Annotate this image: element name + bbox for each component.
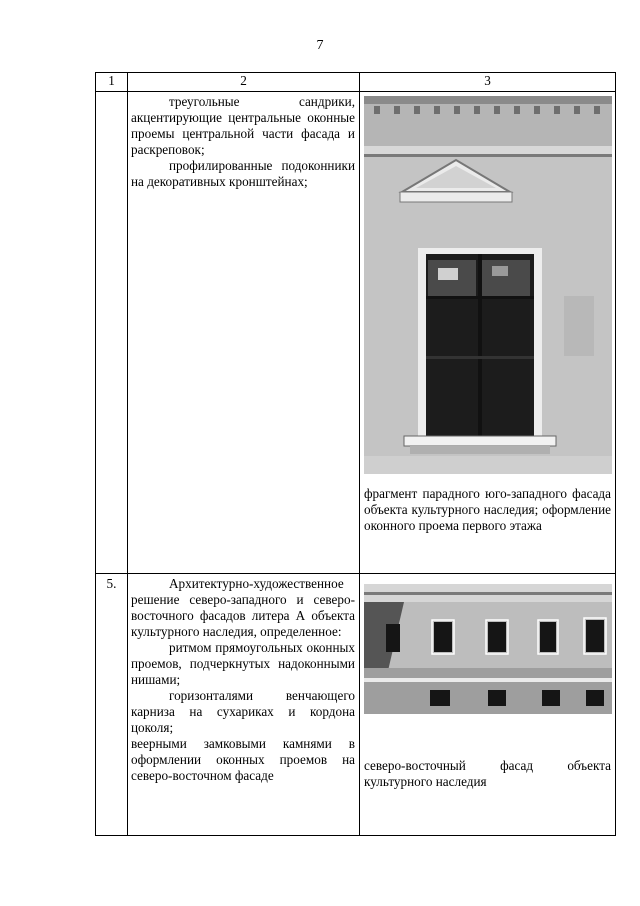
- photo-caption: северо-восточный фасад объекта культурного наследия: [364, 758, 611, 789]
- window-with-pediment-photo: [364, 96, 612, 474]
- column-header: 3: [360, 73, 616, 92]
- description-paragraph: треугольные сандрики, акцентирующие центральные оконные проемы центральной части фасада и раскреповок;: [131, 94, 355, 157]
- page-number: 7: [316, 38, 324, 53]
- description-paragraph: веерными замковыми камнями в оформлении оконных проемов на северо-восточном фасаде: [131, 736, 355, 783]
- photo-cell: [360, 574, 616, 836]
- photo-cell: [360, 92, 616, 574]
- content-table: [95, 72, 616, 836]
- description-paragraph: горизонталями венчающего карниза на сухариках и кордона цоколя;: [131, 688, 355, 735]
- column-header: 1: [96, 73, 128, 92]
- column-header: 2: [128, 73, 360, 92]
- table-row: [96, 92, 616, 574]
- photo-caption: фрагмент парадного юго-западного фасада объекта культурного наследия; оформление оконного проема первого этажа: [364, 486, 611, 533]
- row-number: 5.: [96, 574, 128, 836]
- facade-photo: [364, 578, 612, 748]
- row-number: [96, 92, 128, 574]
- description-cell: [128, 92, 360, 574]
- description-paragraph: Архитектурно-художественное решение северо-западного и северо-восточного фасадов литера А объекта культурного наследия, определенное:: [131, 576, 355, 639]
- description-cell: [128, 574, 360, 836]
- table-row: [96, 574, 616, 836]
- description-paragraph: ритмом прямоугольных оконных проемов, подчеркнутых надоконными нишами;: [131, 640, 355, 687]
- table-header-row: [96, 73, 616, 92]
- description-paragraph: профилированные подоконники на декоративных кронштейнах;: [131, 158, 355, 189]
